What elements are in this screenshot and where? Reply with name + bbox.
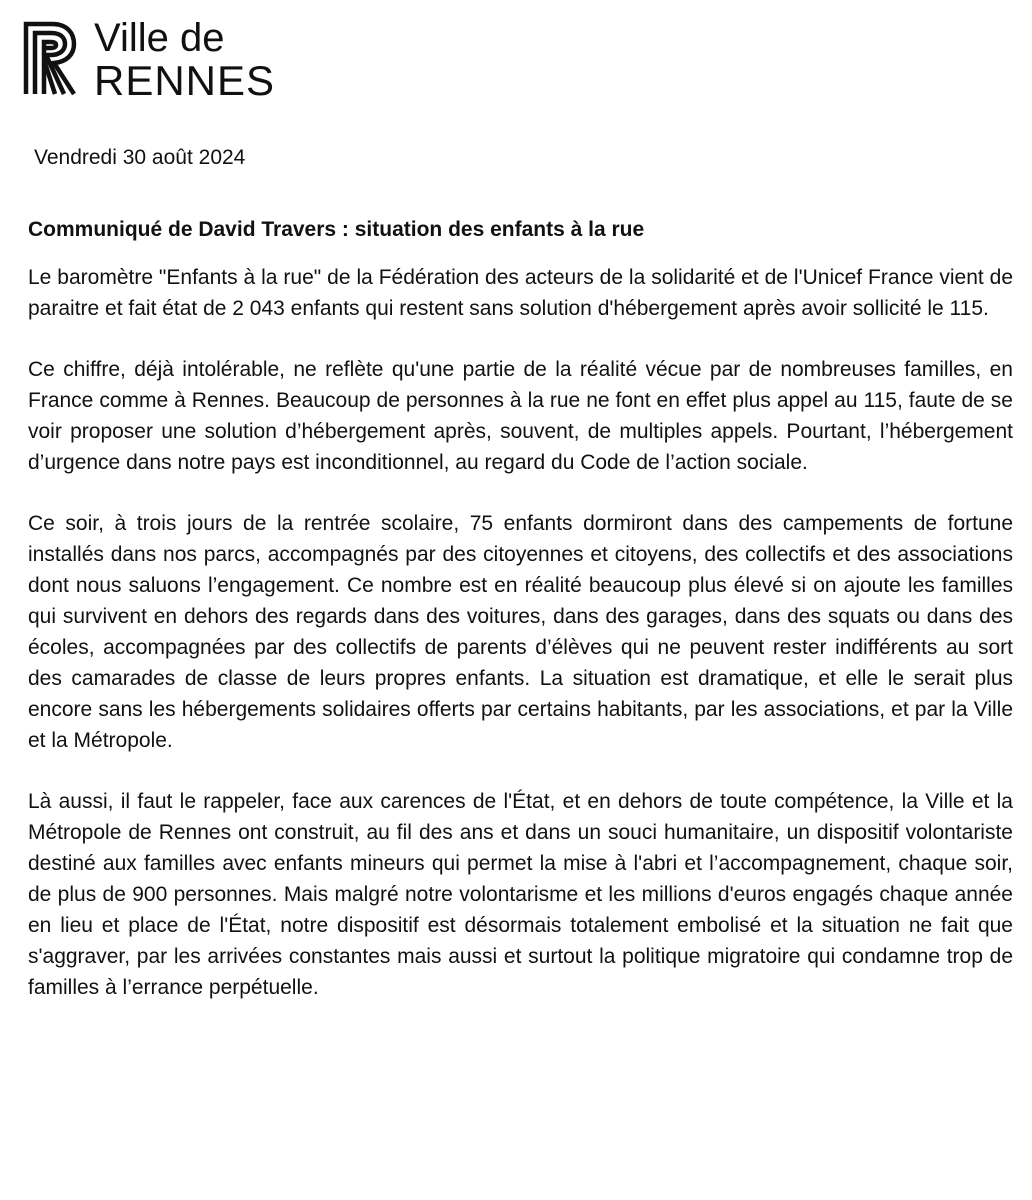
document-title: Communiqué de David Travers : situation des enfants à la rue <box>28 218 645 241</box>
document-date: Vendredi 30 août 2024 <box>34 146 246 169</box>
logo-line-rennes: RENNES <box>94 57 276 104</box>
ville-de-rennes-logo <box>22 18 275 102</box>
rennes-r-logo-icon <box>22 20 78 96</box>
paragraph-3: Ce soir, à trois jours de la rentrée scolaire, 75 enfants dormiront dans des campements de fortune installés dans nos parcs, accompagnés par des citoyennes et citoyens, des collectifs et des associations dont nous saluons l’engagement. Ce nombre est en réalité beaucoup plus élevé si on ajoute les familles qui survivent en dehors des regards dans des voitures, dans des garages, dans des squats ou dans des écoles, accompagnées par des collectifs de parents d’élèves qui ne peuvent rester indifférents au sort des camarades de classe de leurs propres enfants. La situation est dramatique, et elle le serait plus encore sans les hébergements solidaires offerts par certains habitants, par les associations, et par la Ville et la Métropole. <box>28 512 1013 752</box>
paragraph-2: Ce chiffre, déjà intolérable, ne reflète qu'une partie de la réalité vécue par de nombreuses familles, en France comme à Rennes. Beaucoup de personnes à la rue ne font en effet plus appel au 115, faute de se voir proposer une solution d’hébergement après, souvent, de multiples appels. Pourtant, l’hébergement d’urgence dans notre pays est inconditionnel, au regard du Code de l’action sociale. <box>28 358 1013 474</box>
logo-line-ville-de: Ville de <box>94 16 225 60</box>
document-body <box>28 262 1013 1033</box>
logo-wordmark <box>94 18 275 102</box>
paragraph-4: Là aussi, il faut le rappeler, face aux carences de l'État, et en dehors de toute compétence, la Ville et la Métropole de Rennes ont construit, au fil des ans et dans un souci humanitaire, un dispositif volontariste destiné aux familles avec enfants mineurs qui permet la mise à l'abri et l’accompagnement, chaque soir, de plus de 900 personnes. Mais malgré notre volontarisme et les millions d'euros engagés chaque année en lieu et place de l'État, notre dispositif est désormais totalement embolisé et la situation ne fait que s'aggraver, par les arrivées constantes mais aussi et surtout la politique migratoire qui condamne trop de familles à l’errance perpétuelle. <box>28 790 1013 999</box>
paragraph-1: Le baromètre "Enfants à la rue" de la Fédération des acteurs de la solidarité et de l'Unicef France vient de paraitre et fait état de 2 043 enfants qui restent sans solution d'hébergement après avoir sollicité le 115. <box>28 266 1013 320</box>
